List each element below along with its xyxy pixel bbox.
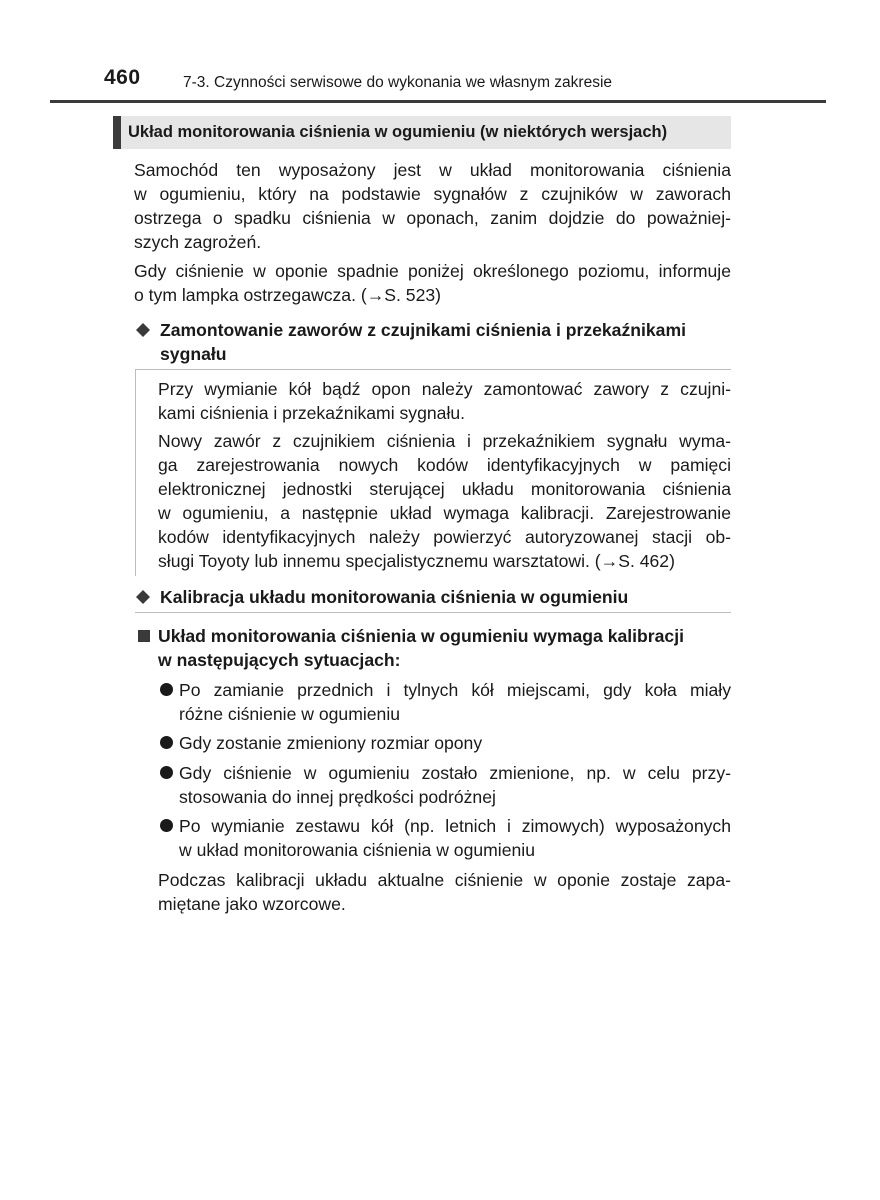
- list-heading-line-1: Układ monitorowania ciśnienia w ogumieniu wymaga kalibracji: [158, 626, 684, 646]
- section-title-box: [113, 116, 731, 149]
- subsection1-paragraph-1: [158, 377, 731, 425]
- closing-paragraph: [158, 868, 731, 916]
- subsection1-paragraph-2: [158, 429, 731, 573]
- subsection-side-rule: [135, 369, 136, 576]
- text-line: szych zagrożeń.: [134, 232, 262, 252]
- page-number: 460: [104, 66, 141, 89]
- subsection-heading-text: Kalibracja układu monitorowania ciśnienia w ogumieniu: [160, 587, 629, 607]
- list-item: [158, 761, 731, 809]
- list-item-line-1: Po zamianie przednich i tylnych kół miejscami, gdy koła miały: [179, 680, 731, 700]
- page-header: [50, 66, 826, 102]
- square-icon: [138, 630, 150, 642]
- intro-paragraph-1: [134, 158, 731, 254]
- text-line: w ogumieniu, a następnie układ wymaga kalibracji. Zarejestrowanie: [158, 503, 731, 523]
- circle-bullet-icon: [160, 683, 173, 696]
- circle-bullet-icon: [160, 766, 173, 779]
- text-line: w ogumieniu, który na podstawie sygnałów z czujników w zaworach: [134, 184, 731, 204]
- chapter-title: 7-3. Czynności serwisowe do wykonania we własnym zakresie: [183, 74, 613, 91]
- text-line: Przy wymianie kół bądź opon należy zamontować zawory z czujni-: [158, 379, 731, 399]
- text-line: sługi Toyoty lub innemu specjalistycznemu warsztatowi. (→S. 462): [158, 551, 675, 571]
- subsection-divider: [135, 612, 731, 613]
- list-item: [158, 678, 731, 726]
- subsection-heading-calibration: [136, 585, 733, 609]
- list-item: [158, 731, 731, 755]
- text-line: ga zarejestrowania nowych kodów identyfikacyjnych w pamięci: [158, 455, 731, 475]
- text-line: Gdy ciśnienie w oponie spadnie poniżej określonego poziomu, informuje: [134, 261, 731, 281]
- text-line: ostrzega o spadku ciśnienia w oponach, zanim dojdzie do poważniej-: [134, 208, 731, 228]
- diamond-icon: [136, 323, 150, 337]
- list-item-line-2: stosowania do innej prędkości podróżnej: [179, 787, 496, 807]
- intro-paragraph-2: [134, 259, 731, 307]
- subsection-heading-line-1: Zamontowanie zaworów z czujnikami ciśnienia i przekaźnikami: [160, 320, 686, 340]
- text-line: kodów identyfikacyjnych należy powierzyć autoryzowanej stacji ob-: [158, 527, 731, 547]
- text-line: Nowy zawór z czujnikiem ciśnienia i przekaźnikiem sygnału wyma-: [158, 431, 731, 451]
- circle-bullet-icon: [160, 736, 173, 749]
- list-item: [158, 814, 731, 862]
- text-line: Podczas kalibracji układu aktualne ciśnienie w oponie zostaje zapa-: [158, 870, 731, 890]
- section-title: Układ monitorowania ciśnienia w ogumieniu (w niektórych wersjach): [128, 123, 668, 141]
- section-title-bar: [113, 116, 121, 149]
- list-heading: [136, 624, 733, 672]
- text-line: o tym lampka ostrzegawcza. (→S. 523): [134, 285, 442, 305]
- circle-bullet-icon: [160, 819, 173, 832]
- diamond-icon: [136, 590, 150, 604]
- list-item-line-2: różne ciśnienie w ogumieniu: [179, 704, 401, 724]
- subsection-heading-line-2: sygnału: [160, 344, 227, 364]
- list-heading-line-2: w następujących sytuacjach:: [158, 650, 401, 670]
- text-line: elektronicznej jednostki sterującej układu monitorowania ciśnienia: [158, 479, 731, 499]
- list-item-line-2: w układ monitorowania ciśnienia w ogumieniu: [179, 840, 535, 860]
- subsection-divider: [135, 369, 731, 370]
- list-item-line-1: Gdy zostanie zmieniony rozmiar opony: [179, 733, 483, 753]
- subsection-heading-valves: [136, 318, 733, 366]
- header-rule: [50, 100, 826, 103]
- list-item-line-1: Gdy ciśnienie w ogumieniu zostało zmienione, np. w celu przy-: [179, 763, 731, 783]
- text-line: miętane jako wzorcowe.: [158, 894, 346, 914]
- list-item-line-1: Po wymianie zestawu kół (np. letnich i zimowych) wyposażonych: [179, 816, 731, 836]
- text-line: Samochód ten wyposażony jest w układ monitorowania ciśnienia: [134, 160, 731, 180]
- text-line: kami ciśnienia i przekaźnikami sygnału.: [158, 403, 466, 423]
